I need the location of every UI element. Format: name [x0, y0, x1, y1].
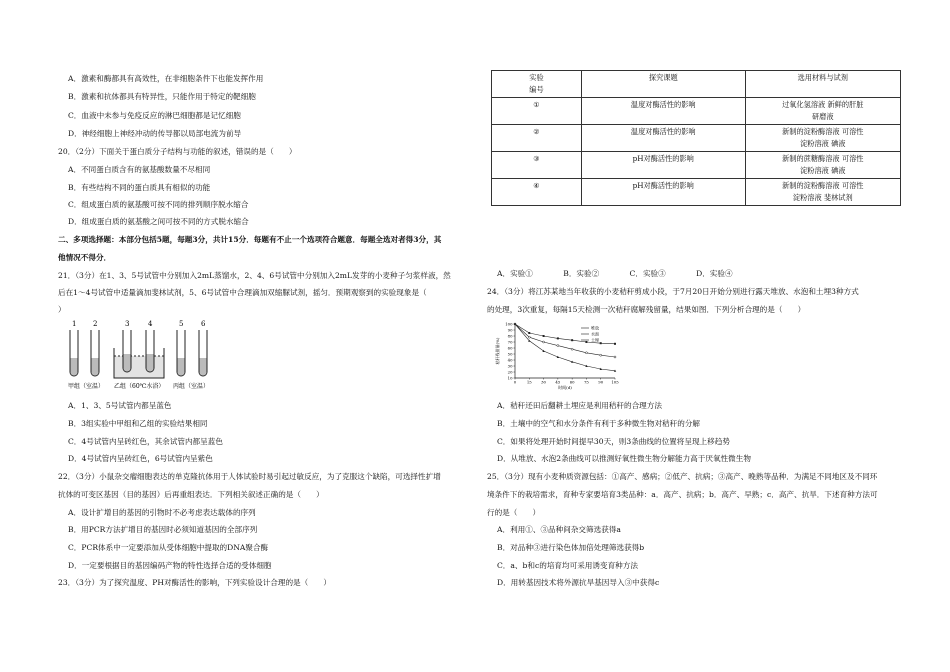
q22-option-b: B．用PCR方法扩增目的基因时必须知道基因的全部序列	[68, 525, 258, 534]
table-cell-materials	[745, 98, 900, 125]
q19-option-c: C．血液中未参与免疫反应的淋巴细胞都是记忆细胞	[68, 111, 241, 120]
x-tick-label: 30	[541, 379, 546, 385]
series-line-2	[515, 324, 615, 357]
data-point	[571, 348, 573, 350]
q24-stem-1: 24．（3分）将江苏某地当年收获的小麦秸秆剪成小段，于7月20日开始分别进行露天堆放、水泡和土埋3种方式	[487, 287, 859, 296]
y-tick-label: 70	[507, 339, 513, 345]
table-row	[492, 152, 901, 179]
table-cell-topic: 温度对酶活性的影响	[581, 98, 745, 125]
group-label-b: 乙组（60℃水浴）	[114, 383, 165, 390]
q20-option-c: C．组成蛋白质的氨基酸可按不同的排列顺序脱水缩合	[68, 200, 249, 209]
q25-option-b: B．对品种③进行染色体加倍处理筛选获得b	[497, 543, 645, 552]
y-tick-label: 60	[507, 345, 513, 351]
table-cell-topic: pH对酶活性的影响	[581, 152, 745, 179]
q22-option-d: D．一定要根据目的基因编码产物的特性选择合适的受体细胞	[68, 561, 272, 570]
table-cell-no: ④	[492, 179, 582, 206]
x-tick-label: 90	[598, 379, 604, 385]
q25-option-c: C．a、b和c的培育均可采用诱变育种方法	[497, 561, 638, 570]
y-axis-label: 秸秆残留量(%)	[495, 337, 500, 365]
q24-option-b: B．土壤中的空气和水分条件有利于多种微生物对秸秆的分解	[497, 419, 701, 428]
table-cell-materials	[745, 179, 900, 206]
tube-number-3: 3	[125, 320, 130, 328]
tube-6	[199, 330, 207, 376]
q24-option-c: C．如果将处理开始时间提早30天，则3条曲线的位置将呈现上移趋势	[497, 437, 730, 446]
q21-option-c: C．4号试管内呈砖红色，其余试管内都呈蓝色	[68, 437, 223, 446]
water-bath-beaker	[114, 348, 164, 378]
q23-options: A．实验① B．实验② C．实验③ D．实验④	[497, 269, 733, 278]
table-header-row	[492, 71, 901, 98]
experiment-table	[491, 70, 901, 206]
q22-stem-2: 抗体的可变区基因（目的基因）后再重组表达．下列相关叙述正确的是（ ）	[58, 490, 324, 499]
y-tick-label: 80	[507, 333, 513, 339]
table-cell-topic: 温度对酶活性的影响	[581, 125, 745, 152]
table-cell-no: ①	[492, 98, 582, 125]
chart-layer	[494, 321, 619, 390]
q19-option-b: B．激素和抗体都具有特异性，只能作用于特定的靶细胞	[68, 92, 256, 101]
x-tick-label: 45	[555, 379, 561, 385]
tube-1	[70, 330, 78, 376]
q20-option-a: A．不同蛋白质含有的氨基酸数量不尽相同	[68, 165, 211, 174]
x-axis-label: 时间(d)	[558, 385, 572, 390]
table-row	[492, 179, 901, 206]
materials-line-2: 淀粉溶液 碘液	[800, 166, 846, 175]
data-point	[543, 341, 545, 343]
tube-number-1: 1	[72, 320, 77, 328]
section-heading: 二、多项选择题：本部分包括5题，每题3分，共计15分．每题有不止一个选项符合题意．每题全选对者得3分，其	[58, 235, 442, 244]
y-tick-label: 30	[507, 363, 513, 369]
q22-option-c: C．PCR体系中一定要添加从受体细胞中提取的DNA聚合酶	[68, 543, 269, 552]
data-point	[614, 343, 616, 345]
materials-line-2: 淀粉溶液 碘液	[800, 139, 846, 148]
q22-option-a: A．设计扩增目的基因的引物时不必考虑表达载体的序列	[68, 508, 256, 517]
materials-line-1: 新制的淀粉酶溶液 可溶性	[782, 181, 864, 190]
x-tick-label: 15	[526, 379, 532, 385]
y-tick-label: 40	[507, 357, 513, 363]
tube-number-2: 2	[93, 320, 98, 328]
y-tick-label: 20	[507, 369, 513, 375]
x-tick-label: 60	[569, 379, 575, 385]
data-point	[528, 332, 530, 334]
data-point	[528, 336, 530, 338]
q25-option-d: D．用转基因技术将外源抗旱基因导入③中获得c	[497, 578, 660, 587]
legend-label-3: 土埋	[591, 337, 599, 343]
q21-option-d: D．4号试管内呈砖红色，6号试管内呈紫色	[68, 454, 213, 463]
tube-number-4: 4	[148, 320, 153, 328]
q21-stem-2: 后在1～4号试管中适量滴加斐林试剂，5、6号试管中合理滴加双缩脲试剂，摇匀．预期观察到的实验现象是（	[58, 288, 427, 297]
y-tick-label: 10	[507, 375, 513, 381]
x-tick-label: 75	[584, 379, 589, 385]
q24-option-d: D．从堆放、水泡2条曲线可以推测好氧性微生物分解能力高于厌氧性微生物	[497, 454, 751, 463]
tube-2	[91, 330, 99, 376]
section-heading-cont: 他情况不得分．	[58, 253, 112, 262]
q21-stem-1: 21．（3分）在1、3、5号试管中分别加入2mL蒸馏水，2、4、6号试管中分别加入2mL发芽的小麦种子匀浆样液，然	[58, 271, 451, 280]
table-cell-no: ③	[492, 152, 582, 179]
q25-stem-3: 行的是（ ）	[487, 508, 541, 517]
y-tick-label: 50	[507, 351, 513, 357]
tube-5	[177, 330, 185, 376]
table-cell-topic: pH对酶活性的影响	[581, 179, 745, 206]
table-cell-no: ②	[492, 125, 582, 152]
data-point	[543, 335, 545, 337]
q21-stem-3: ）	[58, 305, 66, 314]
data-point	[557, 345, 559, 347]
q21-option-a: A．1、3、5号试管内都呈蓝色	[68, 401, 172, 410]
tube-4	[146, 330, 154, 372]
data-point	[557, 337, 559, 339]
tube-number-6: 6	[201, 320, 206, 328]
materials-line-1: 新制的淀粉酶溶液 可溶性	[782, 127, 864, 136]
legend-label-1: 堆放	[591, 325, 599, 331]
q19-option-d: D．神经细胞上神经冲动的传导都以局部电流为前导	[68, 129, 242, 138]
header-label-experiment: 实验	[529, 73, 544, 82]
table-header-topic: 探究课题	[581, 71, 745, 98]
table-cell-materials	[745, 152, 900, 179]
test-tube-figure	[68, 318, 278, 390]
header-label-number: 编号	[529, 85, 544, 94]
materials-line-2: 淀粉溶液 斐林试剂	[792, 193, 853, 202]
table-row	[492, 98, 901, 125]
materials-line-1: 新制的蔗糖酶溶液 可溶性	[782, 154, 864, 163]
tube-number-5: 5	[179, 320, 184, 328]
materials-line-1: 过氧化氢溶液 新鲜的肝脏	[782, 100, 864, 109]
data-point	[614, 356, 616, 358]
table-header-materials: 选用材料与试剂	[745, 71, 900, 98]
q22-stem-1: 22．（3分）小鼠杂交瘤细胞表达的单克隆抗体用于人体试验时易引起过敏反应，为了克服这个缺陷，可选择性扩增	[58, 472, 441, 481]
y-tick-label: 90	[507, 327, 513, 333]
data-point	[571, 339, 573, 341]
q24-stem-2: 的处理，3次重复，每隔15天检测一次秸秆腐解残留量，结果如图．下列分析合理的是（ ）	[487, 305, 806, 314]
q23-stem: 23．（3分）为了探究温度、PH对酶活性的影响，下列实验设计合理的是（ ）	[58, 578, 332, 587]
x-tick-label: 105	[611, 379, 619, 385]
q20-option-d: D．组成蛋白质的氨基酸之间可按不同的方式脱水缩合	[68, 217, 249, 226]
q25-stem-2: 境条件下的栽培需求，育种专家要培育3类品种：a．高产、抗病；b．高产、早熟；c．高产、抗旱．下述育种方法可	[487, 490, 878, 499]
table-cell-materials	[745, 125, 900, 152]
x-tick-label: 0	[513, 379, 517, 385]
q21-option-b: B．3组实验中甲组和乙组的实验结果相同	[68, 419, 208, 428]
q20-stem: 20．（2分）下面关于蛋白质分子结构与功能的叙述，错误的是（ ）	[58, 147, 297, 156]
q24-option-a: A．秸秆还田后翻耕土埋应是利用秸秆的合理方法	[497, 401, 662, 410]
y-tick-label: 100	[505, 321, 513, 327]
legend-label-2: 水泡	[591, 331, 599, 337]
q25-option-a: A．利用①、③品种间杂交筛选获得a	[497, 525, 621, 534]
data-point	[585, 341, 587, 343]
q25-stem-1: 25．（3分）现有小麦种质资源包括：①高产、感病；②低产、抗病；③高产、晚熟等品种．为满足不同地区及不同环	[487, 472, 878, 481]
tube-3	[123, 330, 131, 372]
group-label-c: 丙组（室温）	[173, 383, 210, 390]
data-point	[600, 342, 602, 344]
data-point	[585, 352, 587, 354]
table-header-number	[492, 71, 582, 98]
q19-option-a: A．激素和酶都具有高效性，在非细胞条件下也能发挥作用	[68, 74, 264, 83]
q20-option-b: B．有些结构不同的蛋白质具有相似的功能	[68, 183, 211, 192]
table-row	[492, 125, 901, 152]
residue-line-chart	[493, 320, 633, 392]
materials-line-2: 研磨液	[811, 112, 834, 121]
data-point	[600, 354, 602, 356]
group-label-a: 甲组（室温）	[68, 383, 105, 390]
